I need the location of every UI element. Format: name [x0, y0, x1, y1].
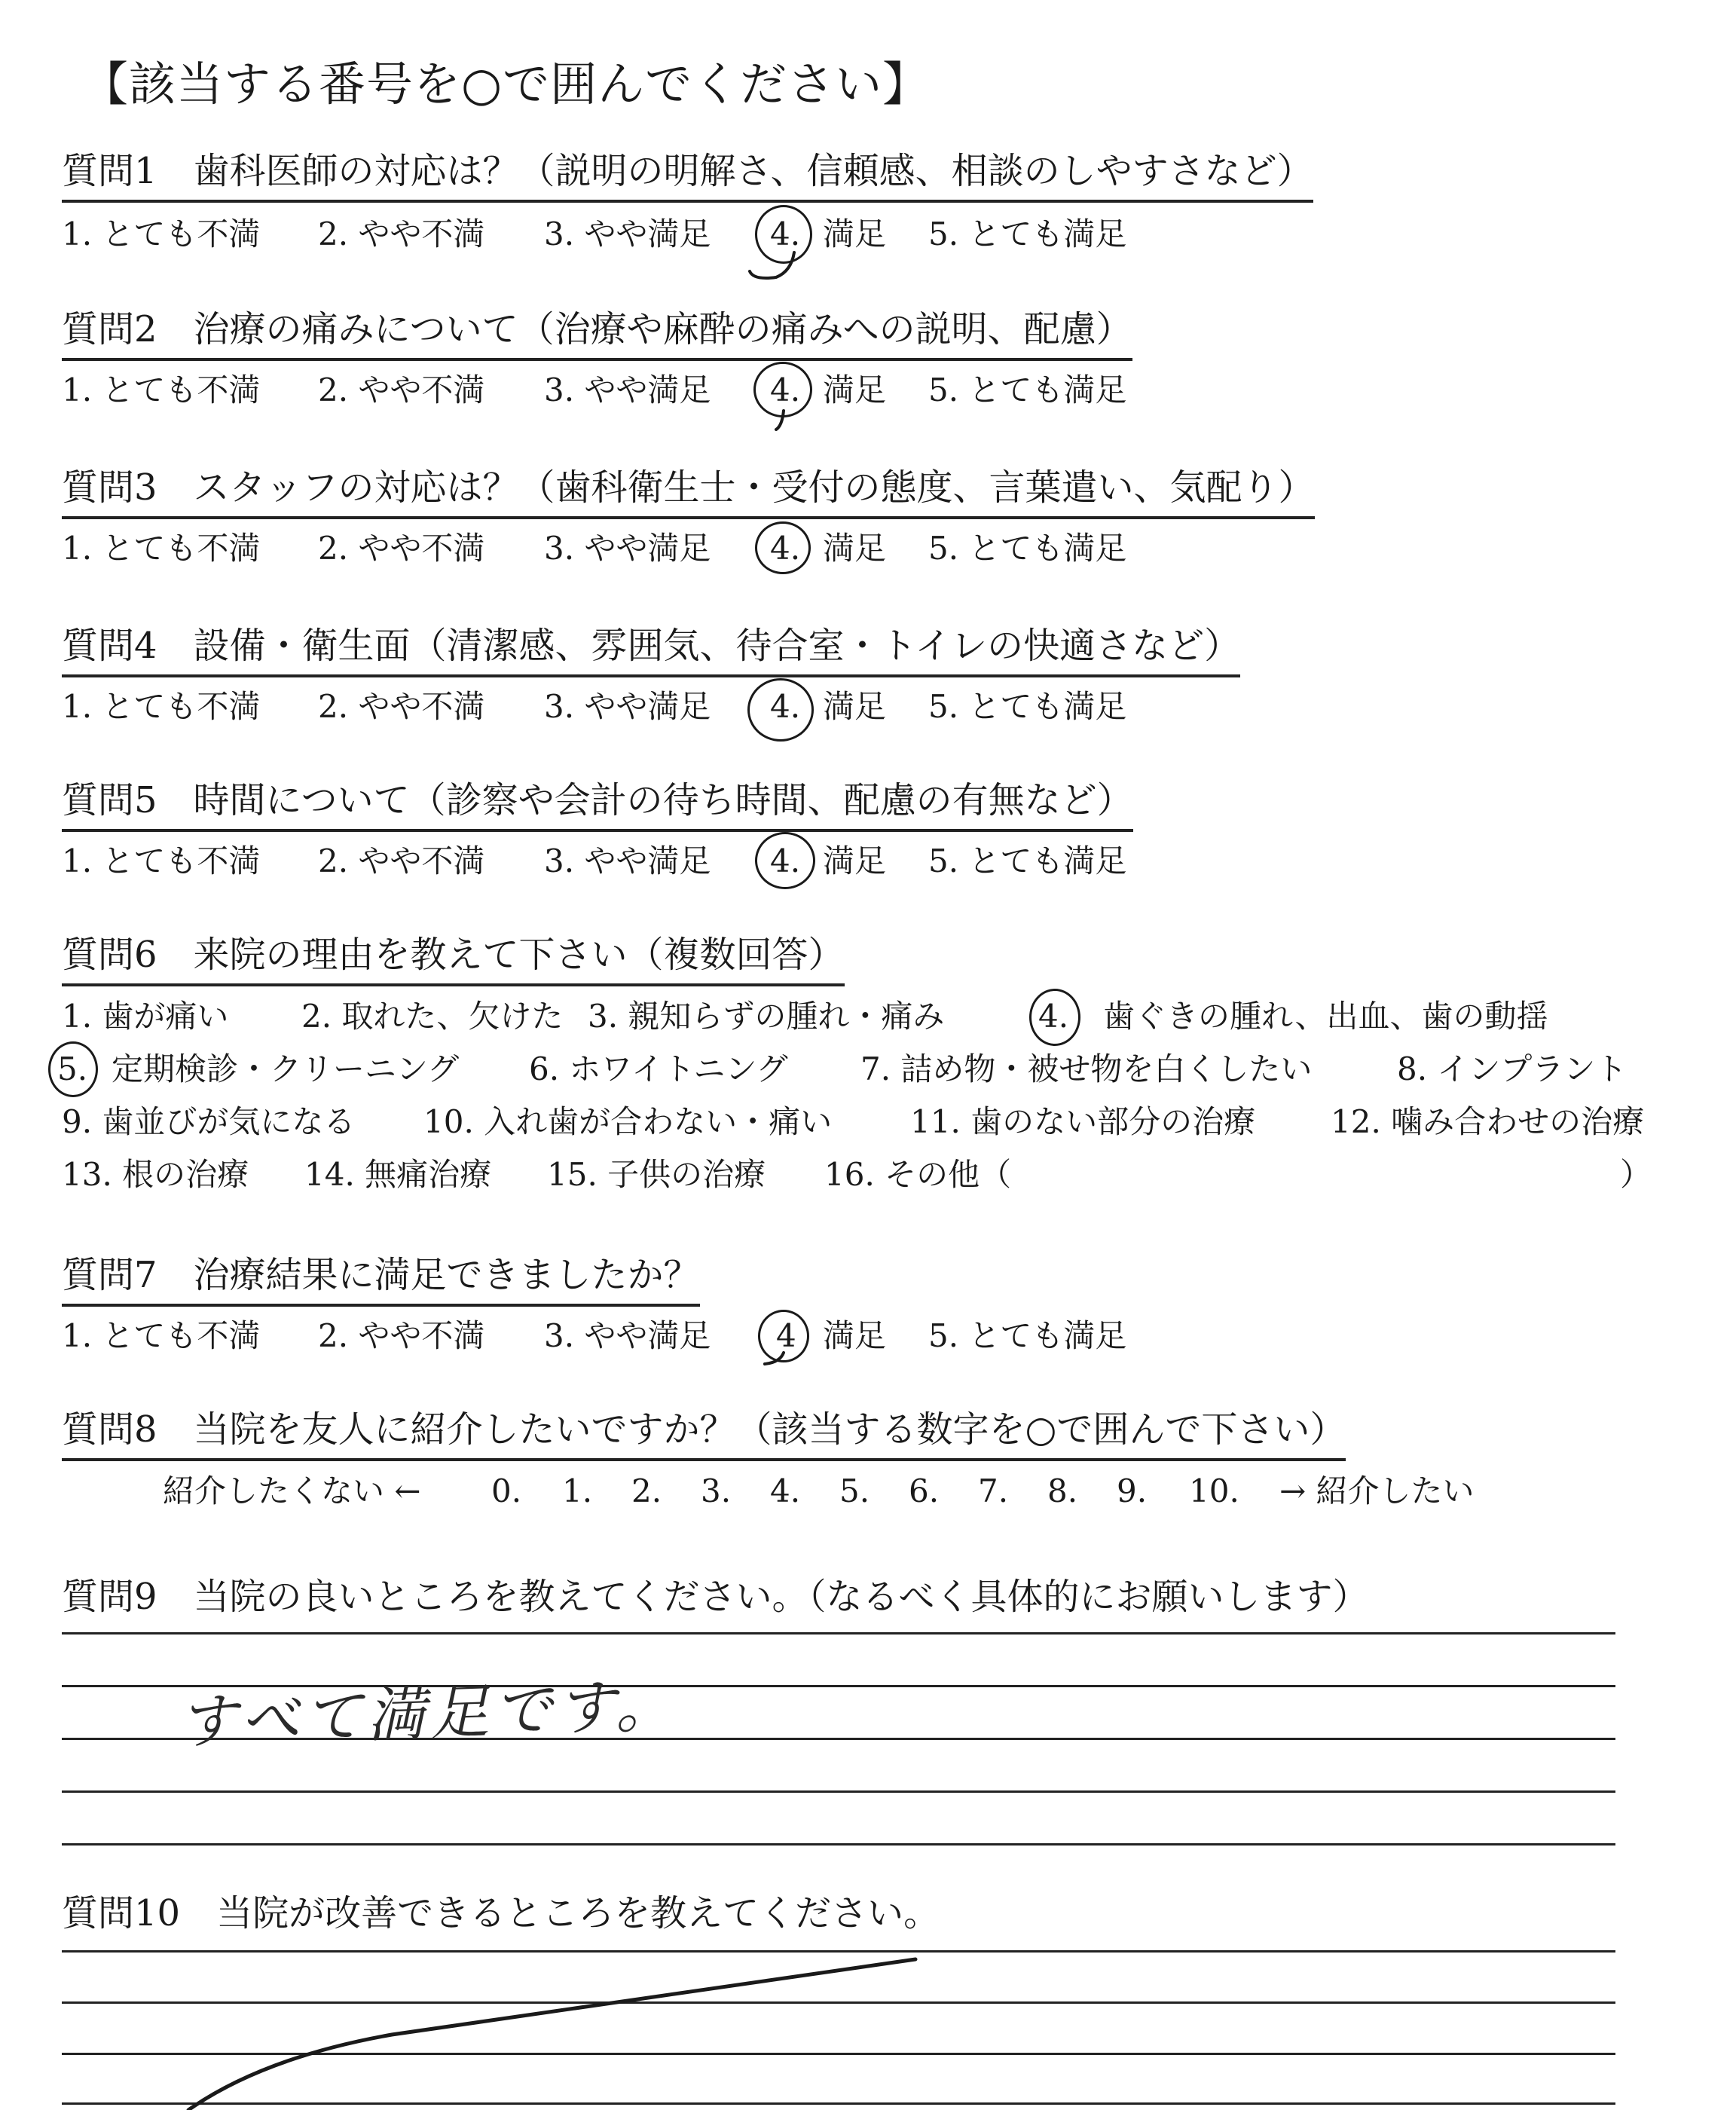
q2-option-5[interactable]: 5. とても満足 [928, 372, 1127, 408]
answer-line [62, 1632, 1615, 1634]
q8-scale-2[interactable]: 2. [631, 1472, 662, 1509]
selection-circle [1029, 989, 1080, 1046]
selection-circle [755, 521, 811, 574]
q6-option-2[interactable]: 2. 取れた、欠けた [301, 998, 564, 1035]
q7-option-2[interactable]: 2. やや不満 [318, 1317, 485, 1354]
q5-option-2[interactable]: 2. やや不満 [318, 842, 485, 879]
q5-option-4-label: 満足 [823, 842, 887, 879]
q2-option-2[interactable]: 2. やや不満 [318, 372, 485, 408]
q8-scale-4[interactable]: 4. [770, 1472, 801, 1509]
q6-option-1[interactable]: 1. 歯が痛い [62, 998, 229, 1035]
q8-scale-9[interactable]: 9. [1117, 1472, 1148, 1509]
q2-option-4-label: 満足 [823, 372, 887, 408]
q7-option-4[interactable]: 4 [776, 1317, 796, 1354]
q6-option-3[interactable]: 3. 親知らずの腫れ・痛み [588, 998, 945, 1035]
selection-circle [753, 362, 812, 417]
page-title: 【該当する番号を○で囲んでください】 [81, 57, 931, 112]
selection-circle [758, 1310, 809, 1362]
question-6: 質問6 来院の理由を教えて下さい（複数回答） [62, 934, 845, 986]
q2-option-3[interactable]: 3. やや満足 [544, 372, 711, 408]
q2-option-1[interactable]: 1. とても不満 [62, 372, 261, 408]
q3-option-5[interactable]: 5. とても満足 [928, 530, 1127, 567]
q5-option-5[interactable]: 5. とても満足 [928, 842, 1127, 879]
q8-scale-3[interactable]: 3. [701, 1472, 732, 1509]
q8-scale-5[interactable]: 5. [839, 1472, 870, 1509]
q6-option-4[interactable]: 4. [1038, 998, 1069, 1035]
q6-other-close: ） [1620, 1156, 1652, 1193]
q6-option-8[interactable]: 8. インプラント [1397, 1050, 1628, 1087]
q3-option-4-label: 満足 [823, 530, 887, 567]
q6-option-6[interactable]: 6. ホワイトニング [529, 1050, 788, 1087]
question-5: 質問5 時間について（診察や会計の待ち時間、配慮の有無など） [62, 780, 1133, 832]
q9-handwritten-answer: すべて満足です。 [176, 1671, 680, 1757]
q1-option-5[interactable]: 5. とても満足 [928, 216, 1127, 252]
q4-option-5[interactable]: 5. とても満足 [928, 688, 1127, 725]
q6-option-14[interactable]: 14. 無痛治療 [304, 1156, 492, 1193]
q7-option-3[interactable]: 3. やや満足 [544, 1317, 711, 1354]
q6-option-12[interactable]: 12. 噛み合わせの治療 [1331, 1103, 1645, 1140]
q6-option-5-label: 定期検診・クリーニング [112, 1050, 460, 1087]
q5-option-3[interactable]: 3. やや満足 [544, 842, 711, 879]
q4-option-1[interactable]: 1. とても不満 [62, 688, 261, 725]
q6-option-13[interactable]: 13. 根の治療 [62, 1156, 249, 1193]
q7-option-5[interactable]: 5. とても満足 [928, 1317, 1127, 1354]
q4-option-4-label: 満足 [823, 688, 887, 725]
q6-option-15[interactable]: 15. 子供の治療 [547, 1156, 766, 1193]
q6-option-9[interactable]: 9. 歯並びが気になる [62, 1103, 356, 1140]
question-7: 質問7 治療結果に満足できましたか？ [62, 1255, 700, 1307]
q3-option-4[interactable]: 4. [770, 530, 801, 567]
question-4: 質問4 設備・衛生面（清潔感、雰囲気、待合室・トイレの快適さなど） [62, 625, 1240, 677]
q8-scale-right: → 紹介したい [1279, 1472, 1475, 1509]
q5-option-4[interactable]: 4. [770, 842, 801, 879]
q1-option-3[interactable]: 3. やや満足 [544, 216, 711, 252]
q8-scale-0[interactable]: 0. [491, 1472, 522, 1509]
q1-option-4-label: 満足 [823, 216, 887, 252]
q8-scale-10[interactable]: 10. [1189, 1472, 1239, 1509]
q6-option-5[interactable]: 5. [57, 1050, 88, 1087]
question-9: 質問9 当院の良いところを教えてください。（なるべく具体的にお願いします） [62, 1576, 1369, 1618]
q4-option-4[interactable]: 4. [770, 688, 801, 725]
answer-line [62, 2001, 1615, 2004]
selection-circle [747, 678, 814, 742]
q1-option-1[interactable]: 1. とても不満 [62, 216, 261, 252]
question-10: 質問10 当院が改善できるところを教えてください。 [62, 1892, 940, 1934]
q3-option-1[interactable]: 1. とても不満 [62, 530, 261, 567]
answer-line [62, 2053, 1615, 2055]
q8-scale-7[interactable]: 7. [978, 1472, 1009, 1509]
q1-option-4[interactable]: 4. [770, 216, 801, 252]
answer-line [62, 1790, 1615, 1793]
q6-option-10[interactable]: 10. 入れ歯が合わない・痛い [423, 1103, 833, 1140]
q2-option-4[interactable]: 4. [770, 372, 801, 408]
selection-circle [755, 205, 812, 264]
selection-circle [755, 832, 815, 889]
answer-line [62, 1843, 1615, 1845]
q7-option-1[interactable]: 1. とても不満 [62, 1317, 261, 1354]
q8-scale-left: 紹介したくない ← [163, 1472, 421, 1509]
question-8: 質問8 当院を友人に紹介したいですか？（該当する数字を○で囲んで下さい） [62, 1409, 1346, 1461]
answer-line [62, 2102, 1615, 2105]
q1-option-2[interactable]: 2. やや不満 [318, 216, 485, 252]
q6-option-16[interactable]: 16. その他（ [824, 1156, 1012, 1193]
q8-scale-8[interactable]: 8. [1047, 1472, 1078, 1509]
q4-option-2[interactable]: 2. やや不満 [318, 688, 485, 725]
q7-option-4-label: 満足 [823, 1317, 887, 1354]
q3-option-3[interactable]: 3. やや満足 [544, 530, 711, 567]
q8-scale-1[interactable]: 1. [562, 1472, 593, 1509]
question-1: 質問1 歯科医師の対応は？（説明の明解さ、信頼感、相談のしやすさなど） [62, 151, 1313, 203]
q6-option-4-label: 歯ぐきの腫れ、出血、歯の動揺 [1103, 998, 1548, 1035]
q8-scale-6[interactable]: 6. [909, 1472, 940, 1509]
q5-option-1[interactable]: 1. とても不満 [62, 842, 261, 879]
q3-option-2[interactable]: 2. やや不満 [318, 530, 485, 567]
selection-circle [48, 1041, 98, 1097]
question-3: 質問3 スタッフの対応は？（歯科衛生士・受付の態度、言葉遣い、気配り） [62, 467, 1315, 519]
question-2: 質問2 治療の痛みについて（治療や麻酔の痛みへの説明、配慮） [62, 309, 1132, 361]
answer-line [62, 1950, 1615, 1953]
q4-option-3[interactable]: 3. やや満足 [544, 688, 711, 725]
q6-option-7[interactable]: 7. 詰め物・被せ物を白くしたい [860, 1050, 1313, 1087]
q6-option-11[interactable]: 11. 歯のない部分の治療 [910, 1103, 1256, 1140]
